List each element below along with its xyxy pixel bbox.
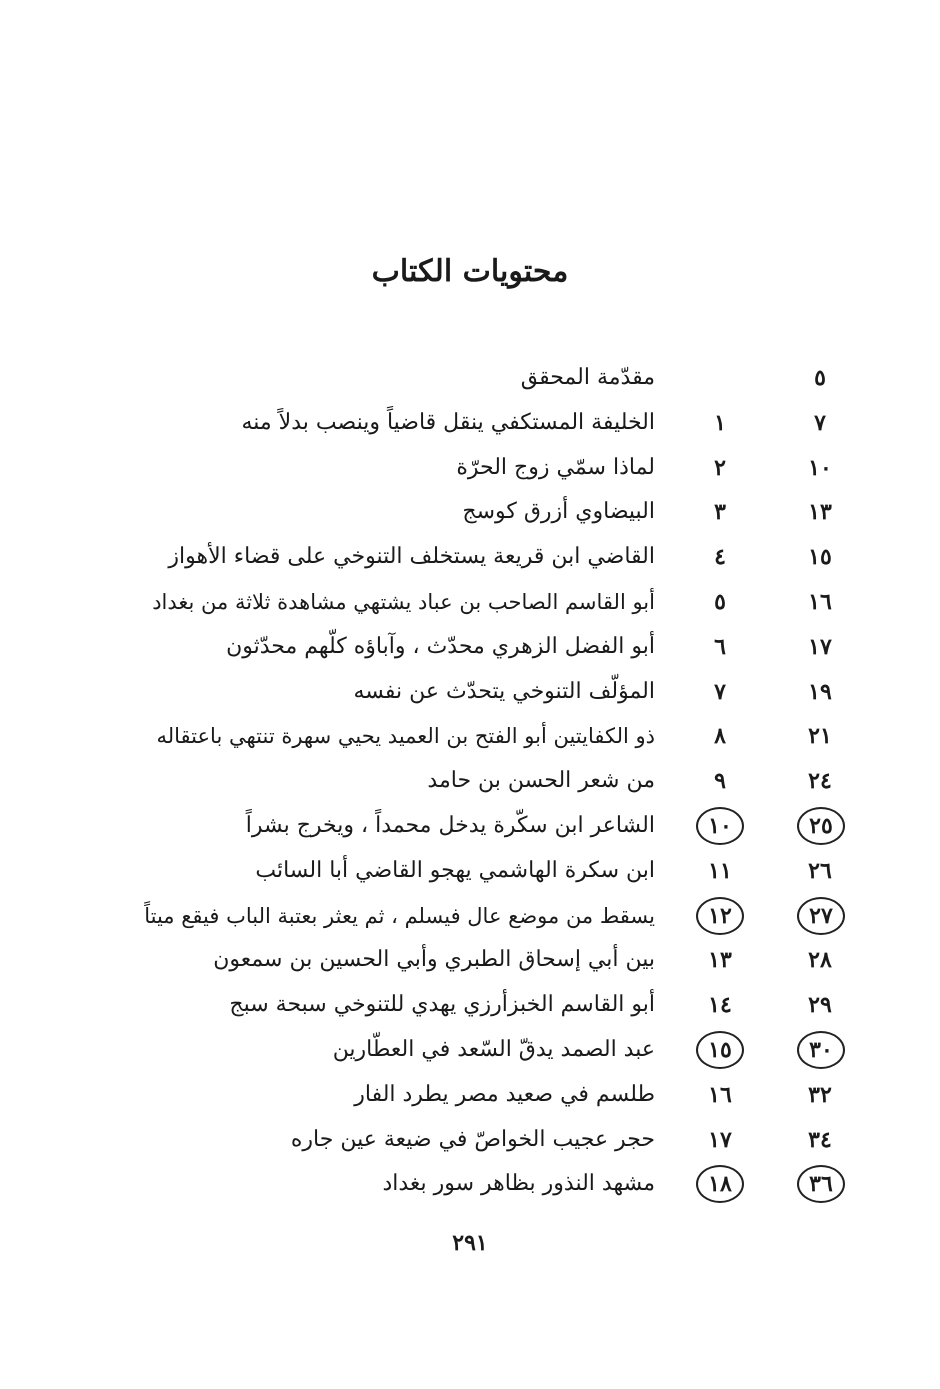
toc-page-number: ٢٧	[797, 897, 845, 935]
toc-entry-number: ٤	[714, 544, 726, 571]
toc-entry-title: يسقط من موضع عال فيسلم ، ثم يعثر بعتبة الباب فيقع ميتاً	[144, 903, 655, 928]
toc-page-number: ١٧	[808, 633, 832, 660]
toc-row	[0, 489, 940, 535]
page-number-footer: ٢٩١	[452, 1230, 488, 1256]
toc-row	[0, 1117, 940, 1163]
toc-entry-title: أبو القاسم الخبزأرزي يهدي للتنوخي سبحة سبج	[229, 992, 655, 1018]
toc-entry-title: ابن سكرة الهاشمي يهجو القاضي أبا السائب	[255, 857, 655, 883]
toc-page-number: ٢١	[808, 723, 832, 750]
toc-row	[0, 579, 940, 625]
toc-entry-title: البيضاوي أزرق كوسج	[462, 499, 655, 525]
toc-row	[0, 758, 940, 804]
toc-page-number: ٥	[814, 365, 826, 391]
toc-page-number: ٢٤	[808, 768, 832, 795]
table-of-contents	[0, 355, 940, 1215]
toc-entry-number: ٩	[714, 768, 726, 795]
toc-entry-title: الخليفة المستكفي ينقل قاضياً وينصب بدلاً منه	[241, 409, 655, 435]
toc-entry-title: أبو الفضل الزهري محدّث ، وآباؤه كلّهم محدّثون	[226, 633, 655, 659]
toc-row	[0, 400, 940, 446]
toc-page-number: ٢٨	[808, 947, 832, 974]
toc-entry-title: من شعر الحسن بن حامد	[427, 768, 655, 794]
toc-entry-number: ٢	[714, 454, 726, 481]
toc-page-number: ٢٦	[808, 857, 832, 884]
toc-row	[0, 1027, 940, 1073]
toc-page-number: ٧	[814, 409, 826, 436]
toc-page-number: ١٠	[808, 454, 832, 481]
toc-entry-title: مقدّمة المحقق	[520, 365, 655, 390]
page-title: محتويات الكتاب	[371, 254, 569, 289]
toc-entry-number: ١	[714, 409, 726, 436]
toc-row	[0, 803, 940, 849]
toc-row	[0, 1161, 940, 1207]
toc-row	[0, 848, 940, 894]
toc-entry-number: ١٨	[696, 1165, 744, 1203]
toc-page-number: ٣٠	[797, 1031, 845, 1069]
toc-entry-number: ١٧	[708, 1126, 732, 1153]
toc-entry-title: حجر عجيب الخواصّ في ضيعة عين جاره	[290, 1126, 655, 1152]
toc-entry-number: ١١	[708, 857, 732, 884]
toc-row	[0, 445, 940, 491]
toc-entry-number: ١٦	[708, 1081, 732, 1108]
toc-entry-number: ٦	[714, 633, 726, 660]
toc-entry-title: عبد الصمد يدقّ السّعد في العطّارين	[332, 1037, 655, 1062]
toc-page-number: ١٣	[808, 499, 832, 526]
toc-entry-title: الشاعر ابن سكّرة يدخل محمداً ، ويخرج بشراً	[245, 813, 655, 838]
toc-entry-title: بين أبي إسحاق الطبري وأبي الحسين بن سمعون	[213, 947, 655, 973]
toc-entry-number	[700, 355, 740, 401]
toc-entry-number: ٧	[714, 678, 726, 705]
toc-entry-title: القاضي ابن قريعة يستخلف التنوخي على قضاء الأهواز	[168, 544, 655, 570]
toc-entry-number: ١٥	[696, 1031, 744, 1069]
toc-row	[0, 982, 940, 1028]
toc-entry-title: مشهد النذور بظاهر سور بغداد	[382, 1171, 655, 1197]
toc-page-number: ٢٥	[797, 807, 845, 845]
toc-row	[0, 669, 940, 715]
toc-entry-title: المؤلّف التنوخي يتحدّث عن نفسه	[353, 678, 655, 704]
toc-entry-number: ٨	[714, 723, 726, 750]
toc-entry-number: ١٣	[708, 947, 732, 974]
toc-page-number: ١٥	[808, 544, 832, 571]
toc-row	[0, 534, 940, 580]
toc-page-number: ١٦	[808, 589, 832, 615]
toc-entry-number: ٥	[714, 589, 726, 615]
toc-entry-number: ١٠	[696, 807, 744, 845]
toc-entry-number: ١٤	[708, 992, 732, 1019]
toc-row	[0, 937, 940, 983]
toc-page-number: ٢٩	[808, 992, 832, 1019]
toc-row	[0, 624, 940, 670]
toc-entry-title: أبو القاسم الصاحب بن عباد يشتهي مشاهدة ثلاثة من بغداد	[152, 590, 655, 614]
toc-row	[0, 355, 940, 401]
toc-page-number: ٣٦	[797, 1165, 845, 1203]
toc-row	[0, 713, 940, 759]
toc-entry-number: ٣	[714, 499, 726, 526]
toc-page-number: ٣٢	[808, 1081, 832, 1108]
toc-page-number: ٣٤	[808, 1126, 832, 1153]
toc-page-number: ١٩	[808, 678, 832, 705]
toc-entry-title: لماذا سمّي زوج الحرّة	[456, 454, 655, 480]
toc-row	[0, 1072, 940, 1118]
toc-entry-title: طلسم في صعيد مصر يطرد الفار	[354, 1081, 655, 1107]
toc-entry-number: ١٢	[696, 897, 744, 935]
toc-entry-title: ذو الكفايتين أبو الفتح بن العميد يحيي سهرة تنتهي باعتقاله	[156, 724, 655, 749]
toc-row	[0, 893, 940, 939]
